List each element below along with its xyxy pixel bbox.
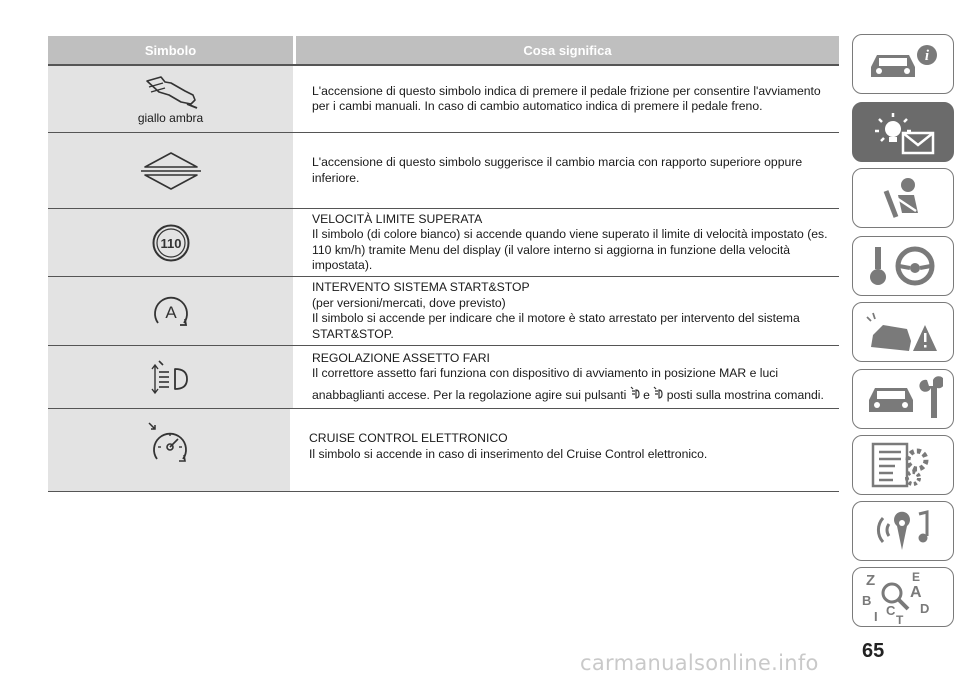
meaning-cell (296, 277, 839, 345)
index-letter: Z (866, 572, 876, 589)
tab-safety[interactable] (852, 168, 954, 228)
meaning-title: CRUISE CONTROL ELETTRONICO (309, 431, 508, 445)
multimedia-music-icon (863, 506, 943, 556)
page-number: 65 (862, 640, 885, 662)
speed-limit-icon (151, 223, 191, 263)
meaning-title: INTERVENTO SISTEMA START&STOP (312, 280, 530, 294)
meaning-text: L'accensione di questo simbolo suggerisce il cambio marcia con rapporto superiore oppure (312, 155, 803, 169)
meaning-text: per i cambi manuali. In caso di cambio automatico indica di premere il pedale freno. (312, 99, 763, 113)
key-steering-wheel-icon (863, 241, 943, 291)
meaning-text: e (643, 387, 650, 402)
cruise-control-icon (141, 419, 197, 467)
meaning-text: Il simbolo si accende in caso di inserimento del Cruise Control elettronico. (309, 446, 708, 461)
meaning-title: REGOLAZIONE ASSETTO FARI (312, 350, 490, 365)
svg-text:i: i (924, 48, 930, 64)
start-stop-icon (148, 289, 194, 333)
symbol-cell (48, 409, 293, 491)
table-row (48, 277, 839, 346)
tab-index[interactable] (852, 567, 954, 627)
meaning-text: posti sulla mostrina comandi. (666, 387, 824, 402)
header-meaning: Cosa significa (523, 42, 612, 58)
table-row (48, 133, 839, 209)
index-letter: T (896, 613, 904, 625)
meaning-text: anabbaglianti accese. Per la regolazione agire sui pulsanti (312, 387, 627, 402)
start-stop-letter: A (164, 303, 177, 322)
meaning-text-with-buttons (312, 385, 835, 404)
meaning-text: (per versioni/mercati, dove previsto) (312, 295, 506, 310)
meaning-cell (296, 209, 839, 276)
table-header (48, 36, 839, 66)
meaning-text: START&STOP. (312, 326, 394, 341)
warning-light-message-icon (863, 107, 943, 157)
headlight-up-button-icon (653, 385, 663, 401)
specifications-gear-icon (863, 440, 943, 490)
table-row (48, 346, 839, 409)
headlight-down-button-icon (630, 385, 640, 401)
clutch-pedal-foot-icon (141, 73, 201, 109)
symbol-cell (48, 346, 296, 408)
index-letter: B (862, 593, 872, 608)
headlight-leveling-icon (149, 355, 193, 399)
gear-shift-up-down-icon (139, 149, 203, 193)
meaning-text: Il correttore assetto fari funziona con dispositivo di avviamento in posizione MAR e luci (312, 366, 779, 381)
meaning-text: Il simbolo si accende per indicare che il motore è stato arrestato per intervento del sistema (312, 311, 800, 325)
table-row (48, 209, 839, 277)
symbol-cell (48, 133, 296, 208)
index-letter: D (920, 601, 930, 616)
symbol-color-label: giallo ambra (137, 111, 204, 125)
symbol-cell (48, 209, 296, 276)
meaning-text: Il simbolo (di colore bianco) si accende quando viene superato il limite di velocità impostato (es. (312, 227, 828, 241)
index-letter: C (886, 603, 896, 618)
tab-starting-driving[interactable] (852, 236, 954, 296)
tab-multimedia[interactable] (852, 501, 954, 561)
meaning-title: VELOCITÀ LIMITE SUPERATA (312, 211, 483, 226)
tab-warning-lights[interactable] (852, 102, 954, 162)
index-letter: A (910, 584, 922, 601)
seat-airbag-icon (868, 173, 938, 223)
car-maintenance-wrench-icon (863, 374, 943, 424)
meaning-cell (296, 133, 839, 208)
table-row (48, 66, 839, 133)
meaning-text: 110 km/h) tramite Menu del display (il valore interno si aggiorna in funzione della velocità (312, 242, 791, 257)
meaning-text: inferiore. (312, 170, 360, 185)
meaning-text: impostata). (312, 258, 373, 272)
symbol-cell (48, 277, 296, 345)
index-letter: E (912, 570, 921, 584)
speed-limit-value: 110 (160, 235, 181, 251)
tab-car-info[interactable] (852, 34, 954, 94)
tab-emergency[interactable] (852, 302, 954, 362)
table-row (48, 409, 839, 492)
alphabetical-index-icon (858, 569, 948, 625)
meaning-text: L'accensione di questo simbolo indica di premere il pedale frizione per consentire l'avviamento (312, 83, 821, 98)
car-info-icon (863, 41, 943, 87)
car-accident-warning-icon (863, 307, 943, 357)
tab-technical-data[interactable] (852, 435, 954, 495)
watermark: carmanualsonline.info (580, 651, 819, 675)
warning-lights-table (48, 36, 839, 492)
meaning-cell (296, 66, 839, 132)
tab-maintenance[interactable] (852, 369, 954, 429)
symbol-cell (48, 66, 296, 132)
meaning-cell (296, 346, 839, 408)
header-symbol: Simbolo (48, 36, 296, 64)
index-letter: I (874, 609, 878, 624)
meaning-cell (293, 409, 839, 468)
